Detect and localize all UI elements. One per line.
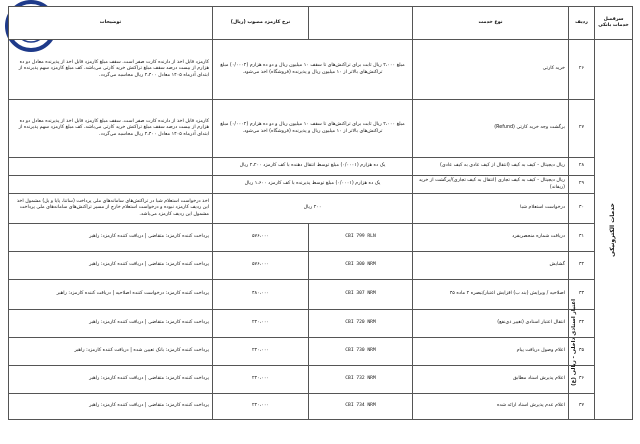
message-code: CBI 300 NRM — [309, 252, 413, 280]
header-service: نوع خدمت — [413, 7, 569, 40]
service-name: دریافت شماره منحصربفرد — [413, 224, 569, 252]
header-code — [309, 7, 413, 40]
table-row — [9, 176, 633, 194]
description: اخذ درخواست استعلام شبا در تراکنش‌های سامانه‌های ملی پرداخت (ساتنا، پایا و یل) مشمول اخذ این ردیف کارمزد نبوده و درخواست استعلام خارج از مسیر تراکنش‌های سامانه‌های ملی پرداخت مشمول این ردیف کارمزد می‌باشد. — [9, 194, 213, 224]
row-number: ۳۳ — [569, 280, 595, 310]
service-name: برگشت وجه خرید کارتی (Refund) — [413, 100, 569, 158]
service-name: اعلام وصول دریافت پیام — [413, 338, 569, 366]
row-number: ۲۸ — [569, 158, 595, 176]
table-row — [9, 280, 633, 310]
row-number: ۳۶ — [569, 366, 595, 394]
service-name: ریال دیجیتال - کیف به کیف (انتقال از کیف عادی به کیف عادی) — [413, 158, 569, 176]
description — [9, 176, 213, 194]
description: پرداخت کننده کارمزد: متقاضی | دریافت کننده کارمزد: راهبر — [9, 366, 213, 394]
service-name: اعلام پذیرش اسناد مطابق — [413, 366, 569, 394]
row-number: ۳۴ — [569, 310, 595, 338]
table-row — [9, 338, 633, 366]
message-code: CBI 734 NRM — [309, 394, 413, 420]
table-row — [9, 366, 633, 394]
fee-value: ۲۴۰،۰۰۰ — [213, 310, 309, 338]
section-cell — [595, 40, 633, 420]
service-name: اصلاحیه / ویرایش (بند ب) افزایش اعتبار/تبصره ۲ ماده ۴۵ — [413, 280, 569, 310]
fee-table — [8, 6, 633, 420]
row-number: ۲۹ — [569, 176, 595, 194]
row-number: ۲۷ — [569, 100, 595, 158]
row-number: ۳۰ — [569, 194, 595, 224]
header-desc: توضیحات — [9, 7, 213, 40]
header-fee: نرخ کارمزد مصوب (ریال) — [213, 7, 309, 40]
description: کارمزد قابل اخذ از دارنده کارت صفر است. سقف مبلغ کارمزد قابل اخذ از پذیرنده معادل دو ده هزارم از بیست درصد سقف مبلغ تراکنش خرید کارتی می‌باشد. کف مبلغ کارمزد سهم پذیرنده از ابتدای آذرماه ۱۴۰۵ معادل ۲،۴۰۰ ریال محاسبه می‌گردد. — [9, 100, 213, 158]
service-name: خرید کارتی — [413, 40, 569, 100]
description: پرداخت کننده کارمزد: درخواست کننده اصلاحیه | دریافت کننده کارمزد: راهبر — [9, 280, 213, 310]
service-name: انتقال اعتبار اسنادی (تغییر ذی‌نفع) — [413, 310, 569, 338]
fee-value: یک ده هزارم (۰/۰۰۰۱) مبلغ توسط پذیرنده با کف کارمزد ۱،۶۰۰ ریال — [213, 176, 413, 194]
fee-value: ۵۷۶،۰۰۰ — [213, 224, 309, 252]
service-name: ریال دیجیتال - کیف به کیف تجاری (انتقال به کیف تجاری)/برگشت از خرید (ریفاند) — [413, 176, 569, 194]
fee-value: ۵۷۶،۰۰۰ — [213, 252, 309, 280]
table-row — [9, 194, 633, 224]
message-code: CBI 799 RLN — [309, 224, 413, 252]
description: پرداخت کننده کارمزد: متقاضی | دریافت کننده کارمزد: راهبر — [9, 310, 213, 338]
service-name: اعلام عدم پذیرش اسناد ارائه شده — [413, 394, 569, 420]
table-row — [9, 394, 633, 420]
header-row: ردیف — [569, 7, 595, 40]
description: پرداخت کننده کارمزد: متقاضی | دریافت کننده کارمزد: راهبر — [9, 394, 213, 420]
subsection-label: اعتبار اسنادی داخلی - ریالی (ع) — [571, 298, 577, 386]
row-number: ۳۷ — [569, 394, 595, 420]
fee-value: ۲۰۰ ریال — [213, 194, 413, 224]
table-row — [9, 40, 633, 100]
table-row — [9, 252, 633, 280]
header-group: سرفصل خدمات بانکی — [595, 7, 633, 40]
message-code: CBI 732 NRM — [309, 366, 413, 394]
fee-value: ۲۴۰،۰۰۰ — [213, 338, 309, 366]
description: پرداخت کننده کارمزد: بانک تعیین شده | دریافت کننده کارمزد: راهبر — [9, 338, 213, 366]
fee-value: مبلغ ۲،۰۰۰ ریال ثابت برای تراکنش‌های تا سقف ۱۰ میلیون ریال و دو ده هزارم (۰/۰۰۰۲) مبلغ تراکنش‌های بالاتر از ۱۰ میلیون ریال و پذیرنده (فروشگاه) اخذ می‌شود. — [213, 40, 413, 100]
table-row — [9, 158, 633, 176]
fee-value: ۲۴۰،۰۰۰ — [213, 394, 309, 420]
service-name: درخواست استعلام شبا — [413, 194, 569, 224]
description — [9, 158, 213, 176]
table-row — [9, 310, 633, 338]
table-header-row — [9, 7, 633, 40]
description: کارمزد قابل اخذ از دارنده کارت صفر است. سقف مبلغ کارمزد قابل اخذ از پذیرنده معادل دو ده هزارم از بیست درصد سقف مبلغ تراکنش خرید کارتی می‌باشد. کف مبلغ کارمزد سهم پذیرنده از ابتدای آذرماه ۱۴۰۵ معادل ۲،۴۰۰ ریال محاسبه می‌گردد. — [9, 40, 213, 100]
message-code: CBI 307 NRM — [309, 280, 413, 310]
fee-value: مبلغ ۲،۰۰۰ ریال ثابت برای تراکنش‌های تا سقف ۱۰ میلیون ریال و دو ده هزارم (۰/۰۰۰۲) مبلغ تراکنش‌های بالاتر از ۱۰ میلیون ریال و پذیرنده (فروشگاه) اخذ می‌شود. — [213, 100, 413, 158]
table-row — [9, 224, 633, 252]
row-number: ۲۶ — [569, 40, 595, 100]
fee-value: ۲۴۰،۰۰۰ — [213, 366, 309, 394]
message-code: CBI 720 NRM — [309, 310, 413, 338]
fee-value: ۴۸۰،۰۰۰ — [213, 280, 309, 310]
description: پرداخت کننده کارمزد: متقاضی | دریافت کننده کارمزد: راهبر — [9, 252, 213, 280]
fee-value: یک ده هزارم (۰/۰۰۰۱) مبلغ توسط انتقال دهنده با کف کارمزد ۲،۲۰۰ ریال — [213, 158, 413, 176]
description: پرداخت کننده کارمزد: متقاضی | دریافت کننده کارمزد: راهبر — [9, 224, 213, 252]
message-code: CBI 730 NRM — [309, 338, 413, 366]
table-row — [9, 100, 633, 158]
row-number: ۳۵ — [569, 338, 595, 366]
row-number: ۳۱ — [569, 224, 595, 252]
service-name: گشایش — [413, 252, 569, 280]
row-number: ۳۲ — [569, 252, 595, 280]
section-electronic-label: خدمات الکترونیکی — [609, 202, 617, 257]
